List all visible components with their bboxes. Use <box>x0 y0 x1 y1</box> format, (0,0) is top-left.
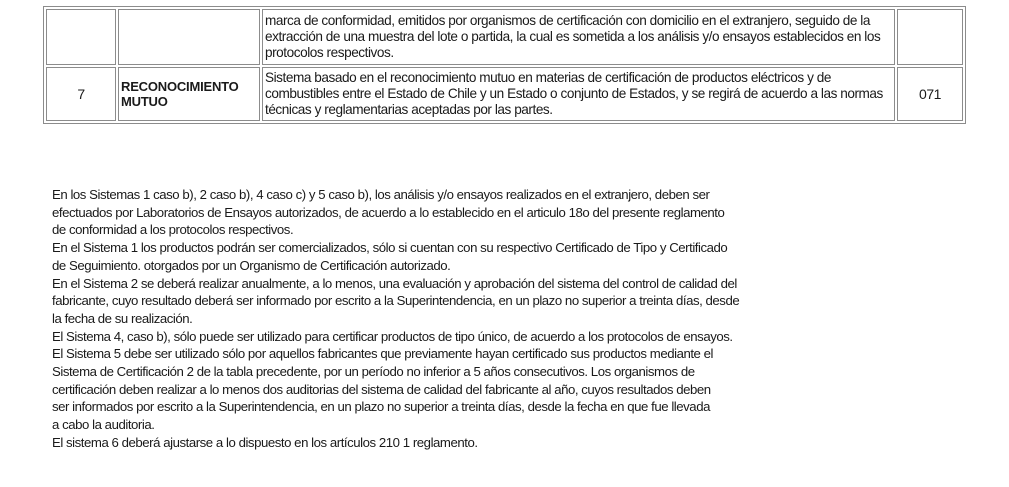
note-line: ser informados por escrito a la Superintendencia, en un plazo no superior a treinta días, desde la fecha en que fue llevada <box>52 399 710 415</box>
notes-text-block <box>52 186 852 452</box>
system-number-cell: 7 <box>46 67 116 121</box>
table-row <box>46 67 963 121</box>
note-line: En los Sistemas 1 caso b), 2 caso b), 4 caso c) y 5 caso b), los análisis y/o ensayos realizados en el extranjero, deben ser <box>52 187 710 202</box>
note-line: El sistema 6 deberá ajustarse a lo dispuesto en los artículos 210 1 reglamento. <box>52 434 478 450</box>
system-description-cell: Sistema basado en el reconocimiento mutuo en materias de certificación de productos eléctricos y de combustibles entre el Estado de Chile y un Estado o conjunto de Estados, y se regirá de acuerdo a las normas técnicas y reglamentarias aceptadas por las partes. <box>262 67 895 121</box>
note-line: fabricante, cuyo resultado deberá ser informado por escrito a la Superintendencia, en un plazo no superior a treinta días, desde <box>52 293 740 309</box>
system-code-cell: 071 <box>897 67 963 121</box>
table-row <box>46 9 963 65</box>
note-line: efectuados por Laboratorios de Ensayos autorizados, de acuerdo a lo establecido en el articulo 18o del presente reglamento <box>52 204 725 220</box>
note-line: Sistema de Certificación 2 de la tabla precedente, por un período no inferior a 5 años consecutivos. Los organismos de <box>52 364 695 380</box>
certification-systems-table <box>43 6 966 124</box>
note-line: El Sistema 4, caso b), sólo puede ser utilizado para certificar productos de tipo único, de acuerdo a los protocolos de ensayos. <box>52 328 733 344</box>
note-line: de conformidad a los protocolos respectivos. <box>52 222 294 238</box>
system-name-cell: RECONOCIMIENTO MUTUO <box>118 67 260 121</box>
note-line: certificación deben realizar a lo menos dos auditorias del sistema de calidad del fabricante al año, cuyos resultados deben <box>52 381 711 397</box>
note-line: la fecha de su realización. <box>52 310 193 326</box>
system-description-cell: marca de conformidad, emitidos por organismos de certificación con domicilio en el extranjero, seguido de la extracción de una muestra del lote o partida, la cual es sometida a los análisis y/o ensayos establecidos en los protocolos respectivos. <box>262 9 895 65</box>
note-line: de Seguimiento. otorgados por un Organismo de Certificación autorizado. <box>52 257 451 273</box>
system-name-cell <box>118 9 260 65</box>
note-line: En el Sistema 1 los productos podrán ser comercializados, sólo si cuentan con su respectivo Certificado de Tipo y Certificado <box>52 240 728 256</box>
note-line: El Sistema 5 debe ser utilizado sólo por aquellos fabricantes que previamente hayan certificado sus productos mediante el <box>52 346 714 362</box>
note-line: En el Sistema 2 se deberá realizar anualmente, a lo menos, una evaluación y aprobación del sistema del control de calidad del <box>52 275 737 291</box>
system-number-cell <box>46 9 116 65</box>
note-line: a cabo la auditoria. <box>52 417 155 433</box>
system-code-cell <box>897 9 963 65</box>
